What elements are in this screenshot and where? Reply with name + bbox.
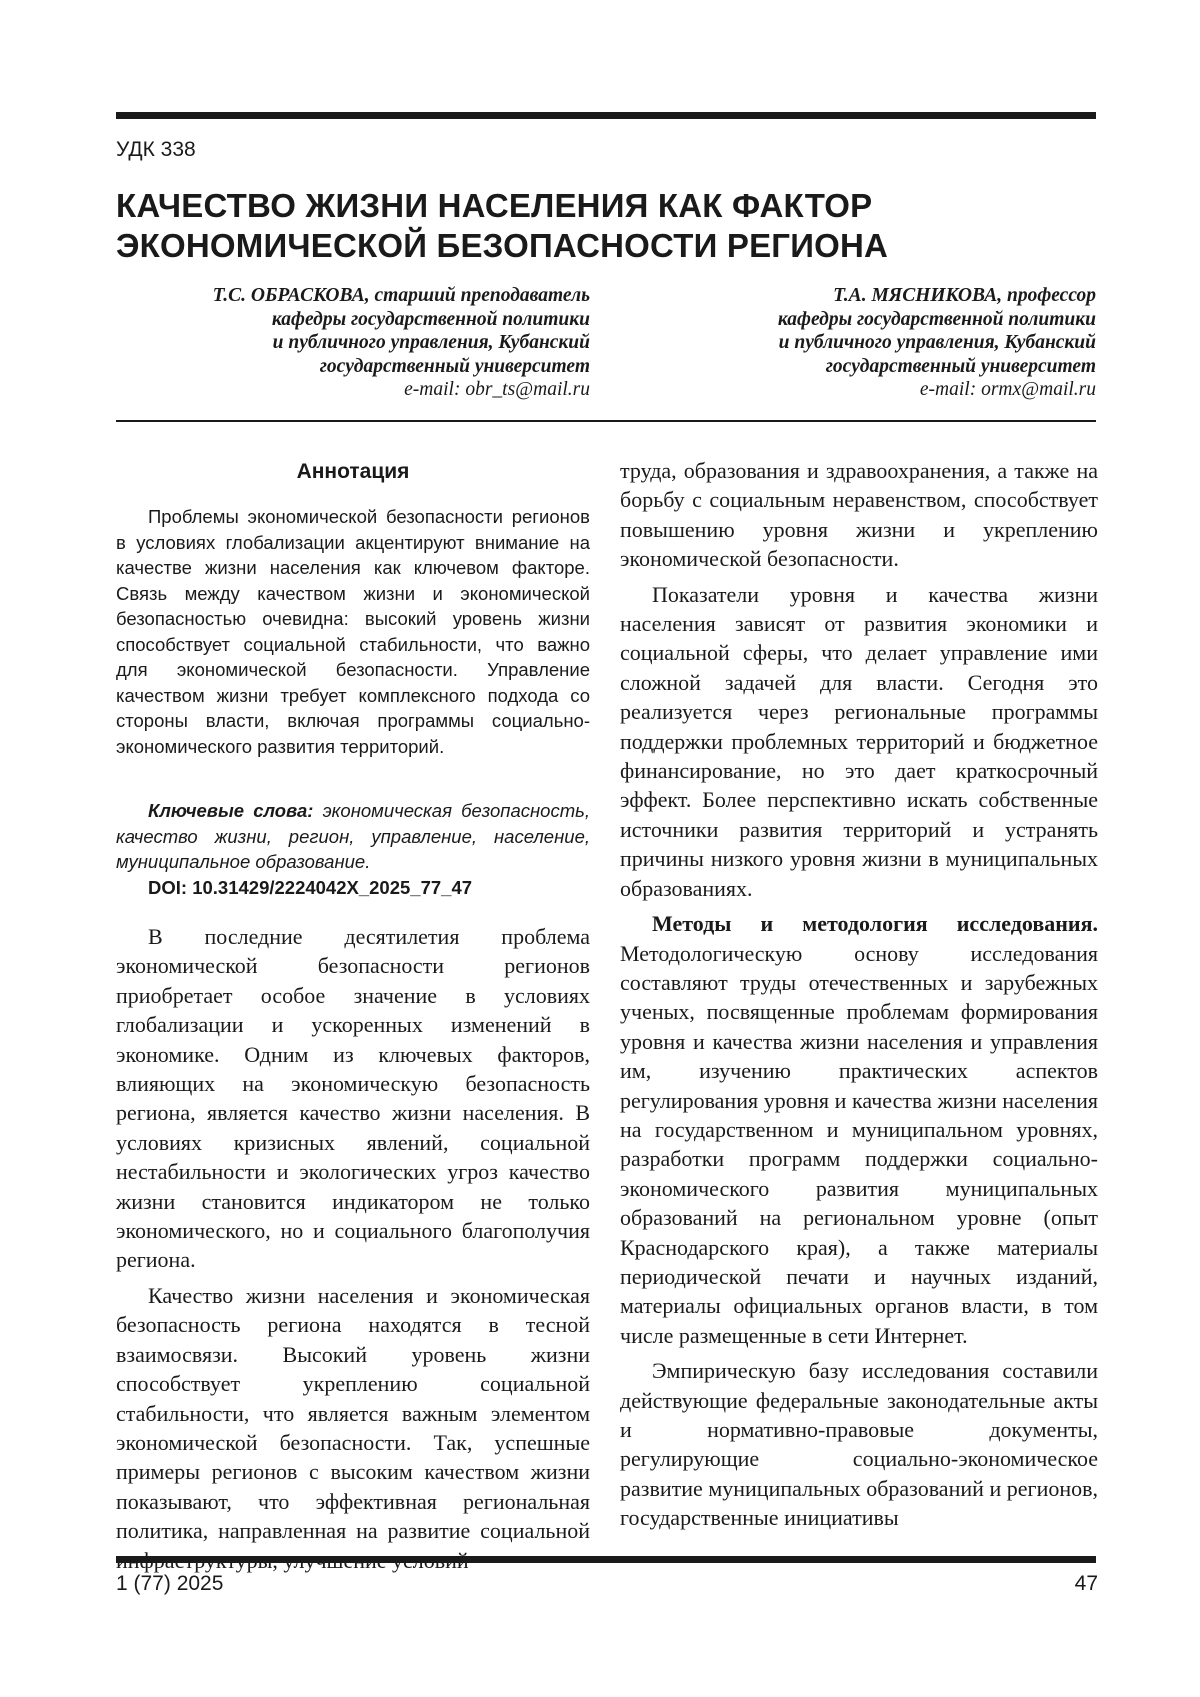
issue-number: 1 (77) 2025 [116, 1572, 224, 1595]
udk-code: УДК 338 [116, 138, 196, 161]
page-number: 47 [1074, 1572, 1098, 1595]
body-column-left [116, 922, 590, 1581]
body-paragraph: Качество жизни населения и экономическая безопасность региона находятся в тесной взаимосвязи. Высокий уровень жизни способствует укреплению социальной стабильности, что является важным элементом экономической безопасности. Так, успешные примеры регионов с высоким качеством жизни показывают, что эффективная региональная политика, направленная на развитие социальной [116, 1282, 590, 1544]
author-email: e-mail: obr_ts@mail.ru [404, 379, 590, 400]
author-block-2 [616, 284, 1096, 402]
author-affiliation: кафедры государственной политики [271, 308, 590, 330]
annotation-paragraph: Проблемы экономической безопасности регионов в условиях глобализации акцентируют внимание на качестве жизни населения как ключевом факторе. Связь между качеством жизни и экономической безопасностью очевидна: высокий уровень жизни способствует социальной стабильности, что важно для экономической безопасности. Управление качеством жизни требует комплексного подхода со стороны власти, включая программы социально-экономического развития территорий. [116, 506, 590, 757]
keywords-label: Ключевые слова: [148, 800, 314, 821]
methods-heading: Методы и методология исследования. [652, 911, 1098, 937]
doi: DOI: 10.31429/2224042X_2025_77_47 [148, 877, 473, 898]
title-line-1: КАЧЕСТВО ЖИЗНИ НАСЕЛЕНИЯ КАК ФАКТОР [116, 187, 873, 224]
keywords-text: экономическая безопасность, качество жизни, регион, управление, население, муниципальное образование. [116, 800, 590, 872]
annotation-text [116, 504, 590, 759]
methods-paragraph [620, 909, 1098, 1350]
footer-rule [116, 1556, 1096, 1563]
author-name: Т.А. МЯСНИКОВА, профессор [833, 285, 1096, 306]
header-divider [116, 420, 1096, 422]
author-affiliation: и публичного управления, Кубанский [272, 332, 590, 353]
methods-text: Методологическую основу исследования составляют труды отечественных и зарубежных ученых, посвященные проблемам формирования уровня и качества жизни населения и управления им, изучению практических аспектов регулирования уровня и качества жизни населения на государственном и муниципальном уровнях, разработки программ поддержки социально-экономического развития муниципальных образований на региональном уровне (опыт Краснодарского края), а также материалы периодической печати и научных изданий, материалы официальных органов власти, в том числе размещенные в сети Интернет. [620, 940, 1098, 1348]
author-block-1 [110, 284, 590, 402]
body-paragraph: В последние десятилетия проблема экономической безопасности регионов приобретает особое значение в условиях глобализации и ускоренных изменений в экономике. Одним из ключевых факторов, влияющих на экономическую безопасность региона, является качество жизни населения. В условиях кризисных явлений, социальной нестабильности и экологических угроз качество жизни становится индикатором не только экономического, но и социального благополучия региона. [116, 924, 590, 1273]
body-paragraph: Показатели уровня и качества жизни населения зависят от развития экономики и социальной сферы, что делает управление ими сложной задачей для власти. Сегодня это реализуется через региональные программы поддержки проблемных территорий и бюджетное финансирование, но это дает краткосрочный эффект. Более перспективно искать собственные источники развития территорий и устранять причины низкого уровня жизни в муниципальных образованиях. [620, 581, 1098, 901]
article-title [116, 186, 1096, 266]
keywords [116, 798, 590, 875]
author-name: Т.С. ОБРАСКОВА, старший преподаватель [212, 285, 590, 306]
body-paragraph-continuation: труда, образования и здравоохранения, а также на борьбу с социальным неравенством, способствует повышению уровня жизни и укреплению экономической безопасности. [620, 458, 1098, 572]
author-affiliation: государственный университет [319, 355, 590, 377]
body-paragraph: Эмпирическую базу исследования составили действующие федеральные законодательные акты и нормативно-правовые документы, регулирующие социально-экономическое развитие муниципальных образований и регионов, государственные инициативы [620, 1358, 1098, 1531]
top-rule [116, 112, 1096, 119]
author-affiliation: и публичного управления, Кубанский [778, 332, 1096, 353]
author-affiliation: кафедры государственной политики [777, 308, 1096, 330]
body-column-right [620, 456, 1098, 1539]
author-affiliation: государственный университет [825, 355, 1096, 377]
keywords-paragraph [116, 798, 590, 875]
title-line-2: ЭКОНОМИЧЕСКОЙ БЕЗОПАСНОСТИ РЕГИОНА [116, 227, 889, 264]
author-email: e-mail: ormx@mail.ru [919, 379, 1096, 400]
annotation-heading: Аннотация [296, 460, 410, 483]
